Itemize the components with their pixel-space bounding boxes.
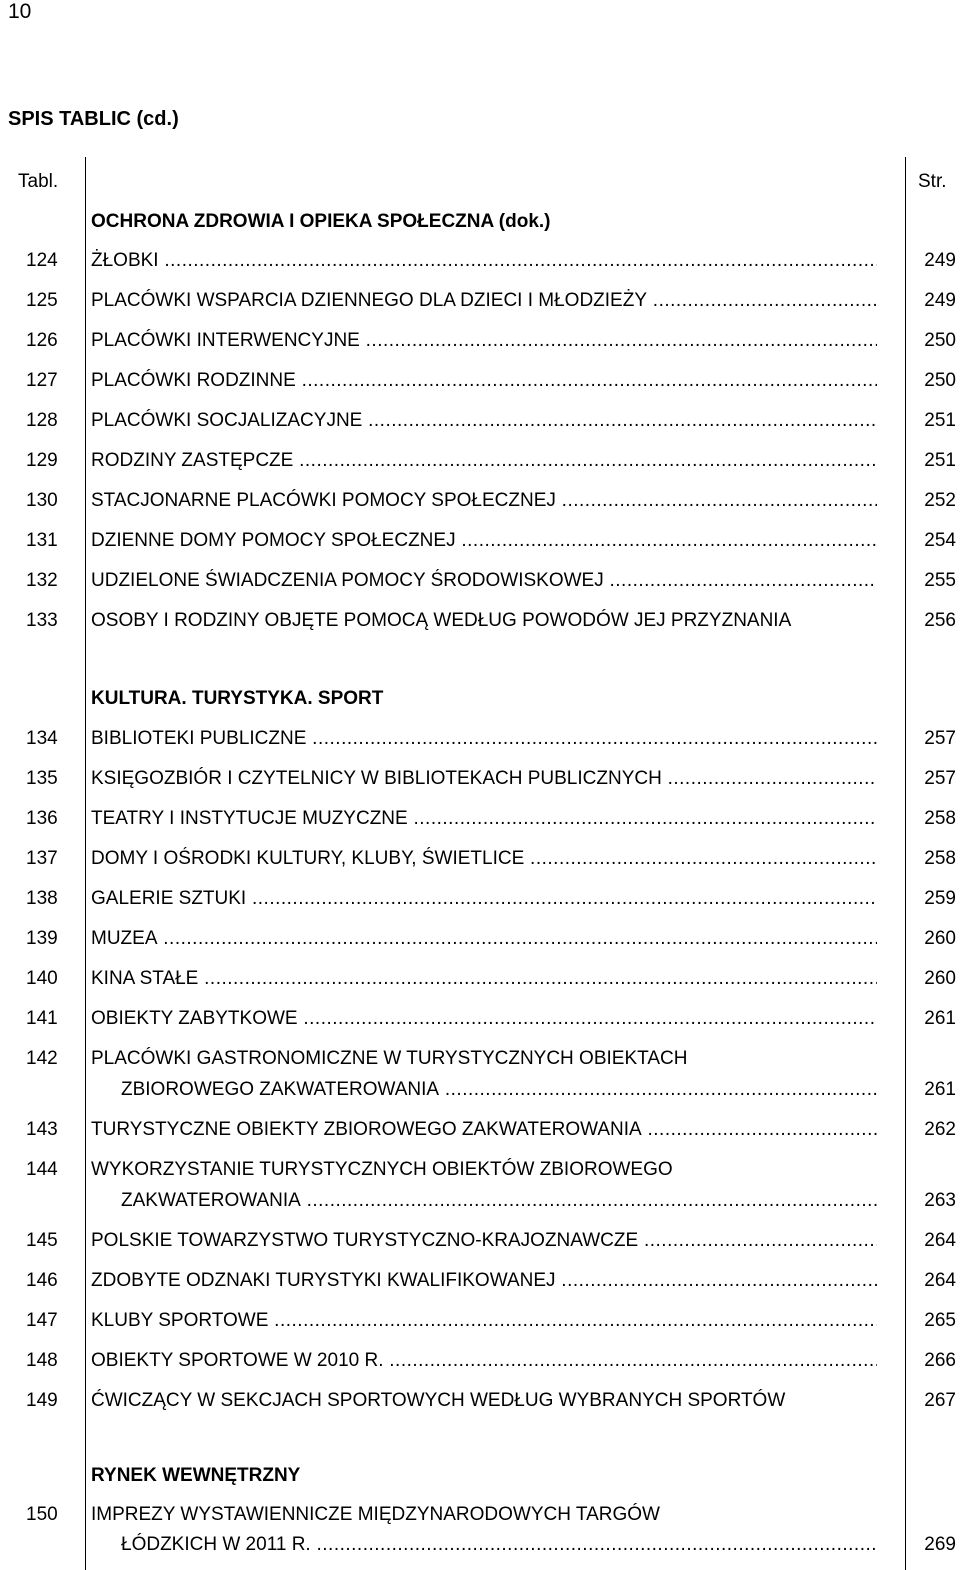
entry-title: OBIEKTY SPORTOWE W 2010 R. ..... bbox=[91, 1349, 877, 1373]
entry-page: 249 bbox=[924, 290, 956, 311]
entry-page: 258 bbox=[924, 848, 956, 869]
entry-page: 260 bbox=[924, 968, 956, 989]
toc-entry[interactable] bbox=[0, 369, 960, 393]
entry-page: 252 bbox=[924, 490, 956, 511]
toc-entry[interactable] bbox=[0, 249, 960, 273]
entry-number: 136 bbox=[26, 808, 58, 829]
entry-page: 261 bbox=[924, 1008, 956, 1029]
toc-entry[interactable] bbox=[0, 1503, 960, 1527]
entry-title: PLACÓWKI INTERWENCYJNE ..... bbox=[91, 329, 877, 353]
section-heading-market: RYNEK WEWNĘTRZNY bbox=[91, 1465, 301, 1486]
entry-number: 134 bbox=[26, 728, 58, 749]
entry-page: 257 bbox=[924, 728, 956, 749]
entry-title: OBIEKTY ZABYTKOWE ..... bbox=[91, 1007, 877, 1031]
entry-page: 264 bbox=[924, 1270, 956, 1291]
entry-title: DZIENNE DOMY POMOCY SPOŁECZNEJ ..... bbox=[91, 529, 877, 553]
toc-entry[interactable] bbox=[0, 887, 960, 911]
toc-entry[interactable] bbox=[0, 569, 960, 593]
entry-number: 138 bbox=[26, 888, 58, 909]
toc-entry[interactable] bbox=[0, 289, 960, 313]
column-header-table: Tabl. bbox=[18, 171, 59, 192]
toc-entry[interactable] bbox=[0, 927, 960, 951]
entry-page: 250 bbox=[924, 330, 956, 351]
entry-page: 261 bbox=[924, 1079, 956, 1100]
toc-entry[interactable] bbox=[0, 1389, 960, 1413]
toc-entry[interactable] bbox=[0, 1118, 960, 1142]
toc-entry-continuation[interactable] bbox=[0, 1189, 960, 1213]
entry-title: GALERIE SZTUKI ..... bbox=[91, 887, 877, 911]
entry-page: 263 bbox=[924, 1190, 956, 1211]
entry-number: 124 bbox=[26, 250, 58, 271]
entry-number: 132 bbox=[26, 570, 58, 591]
entry-page: 259 bbox=[924, 888, 956, 909]
entry-title: KINA STAŁE ..... bbox=[91, 967, 877, 991]
toc-entry[interactable] bbox=[0, 1229, 960, 1253]
entry-number: 143 bbox=[26, 1119, 58, 1140]
entry-page: 250 bbox=[924, 370, 956, 391]
entry-number: 127 bbox=[26, 370, 58, 391]
toc-entry[interactable] bbox=[0, 767, 960, 791]
entry-page: 258 bbox=[924, 808, 956, 829]
entry-page: 269 bbox=[924, 1534, 956, 1555]
entry-number: 128 bbox=[26, 410, 58, 431]
entry-title: BIBLIOTEKI PUBLICZNE ..... bbox=[91, 727, 877, 751]
entry-number: 125 bbox=[26, 290, 58, 311]
entry-title: MUZEA ..... bbox=[91, 927, 877, 951]
entry-number: 142 bbox=[26, 1048, 58, 1069]
toc-entry[interactable] bbox=[0, 489, 960, 513]
toc-entry[interactable] bbox=[0, 727, 960, 751]
entry-title: PLACÓWKI SOCJALIZACYJNE ..... bbox=[91, 409, 877, 433]
entry-number: 145 bbox=[26, 1230, 58, 1251]
toc-entry[interactable] bbox=[0, 1349, 960, 1373]
entry-page: 255 bbox=[924, 570, 956, 591]
toc-entry[interactable] bbox=[0, 449, 960, 473]
entry-page: 267 bbox=[924, 1390, 956, 1411]
entry-page: 249 bbox=[924, 250, 956, 271]
column-header-page: Str. bbox=[918, 171, 947, 192]
entry-page: 260 bbox=[924, 928, 956, 949]
entry-number: 131 bbox=[26, 530, 58, 551]
entry-page: 266 bbox=[924, 1350, 956, 1371]
entry-title: PLACÓWKI GASTRONOMICZNE W TURYSTYCZNYCH OBIEKTACH bbox=[91, 1048, 688, 1069]
entry-number: 148 bbox=[26, 1350, 58, 1371]
toc-entry[interactable] bbox=[0, 1269, 960, 1293]
entry-number: 126 bbox=[26, 330, 58, 351]
toc-entry[interactable] bbox=[0, 609, 960, 633]
toc-entry[interactable] bbox=[0, 847, 960, 871]
entry-title: UDZIELONE ŚWIADCZENIA POMOCY ŚRODOWISKOWEJ ..... bbox=[91, 569, 877, 593]
entry-title: PLACÓWKI WSPARCIA DZIENNEGO DLA DZIECI I MŁODZIEŻY ..... bbox=[91, 289, 877, 313]
section-heading-health: OCHRONA ZDROWIA I OPIEKA SPOŁECZNA (dok.) bbox=[91, 211, 551, 232]
toc-entry[interactable] bbox=[0, 1007, 960, 1031]
entry-number: 137 bbox=[26, 848, 58, 869]
entry-number: 130 bbox=[26, 490, 58, 511]
entry-page: 254 bbox=[924, 530, 956, 551]
entry-number: 141 bbox=[26, 1008, 58, 1029]
entry-title: IMPREZY WYSTAWIENNICZE MIĘDZYNARODOWYCH TARGÓW bbox=[91, 1504, 660, 1525]
entry-title: KSIĘGOZBIÓR I CZYTELNICY W BIBLIOTEKACH PUBLICZNYCH ..... bbox=[91, 767, 877, 791]
entry-title-continued: ZBIOROWEGO ZAKWATEROWANIA ..... bbox=[121, 1078, 877, 1102]
entry-title: KLUBY SPORTOWE ..... bbox=[91, 1309, 877, 1333]
toc-entry[interactable] bbox=[0, 529, 960, 553]
entry-number: 135 bbox=[26, 768, 58, 789]
toc-entry[interactable] bbox=[0, 329, 960, 353]
entry-title: POLSKIE TOWARZYSTWO TURYSTYCZNO-KRAJOZNAWCZE ..... bbox=[91, 1229, 877, 1253]
toc-entry-continuation[interactable] bbox=[0, 1533, 960, 1557]
entry-title: ŻŁOBKI ..... bbox=[91, 249, 877, 273]
toc-entry[interactable] bbox=[0, 409, 960, 433]
entry-title: TURYSTYCZNE OBIEKTY ZBIOROWEGO ZAKWATEROWANIA ..... bbox=[91, 1118, 877, 1142]
entry-title: STACJONARNE PLACÓWKI POMOCY SPOŁECZNEJ ..... bbox=[91, 489, 877, 513]
entry-title: RODZINY ZASTĘPCZE ..... bbox=[91, 449, 877, 473]
entry-title: TEATRY I INSTYTUCJE MUZYCZNE ..... bbox=[91, 807, 877, 831]
entry-number: 133 bbox=[26, 610, 58, 631]
entry-title: ZDOBYTE ODZNAKI TURYSTYKI KWALIFIKOWANEJ ..... bbox=[91, 1269, 877, 1293]
entry-page: 264 bbox=[924, 1230, 956, 1251]
entry-number: 149 bbox=[26, 1390, 58, 1411]
entry-number: 146 bbox=[26, 1270, 58, 1291]
toc-entry[interactable] bbox=[0, 967, 960, 991]
entry-page: 251 bbox=[924, 450, 956, 471]
entry-title-continued: ŁÓDZKICH W 2011 R. ..... bbox=[121, 1533, 877, 1557]
section-heading-culture: KULTURA. TURYSTYKA. SPORT bbox=[91, 688, 384, 709]
entry-title: ĆWICZĄCY W SEKCJACH SPORTOWYCH WEDŁUG WYBRANYCH SPORTÓW bbox=[91, 1390, 786, 1411]
entry-title: DOMY I OŚRODKI KULTURY, KLUBY, ŚWIETLICE ..... bbox=[91, 847, 877, 871]
entry-number: 147 bbox=[26, 1310, 58, 1331]
entry-title: OSOBY I RODZINY OBJĘTE POMOCĄ WEDŁUG POWODÓW JEJ PRZYZNANIA bbox=[91, 610, 792, 631]
toc-entry[interactable] bbox=[0, 1158, 960, 1182]
entry-number: 140 bbox=[26, 968, 58, 989]
entry-page: 256 bbox=[924, 610, 956, 631]
entry-title-continued: ZAKWATEROWANIA ..... bbox=[121, 1189, 877, 1213]
entry-number: 144 bbox=[26, 1159, 58, 1180]
toc-entry[interactable] bbox=[0, 1309, 960, 1333]
toc-entry[interactable] bbox=[0, 807, 960, 831]
entry-page: 262 bbox=[924, 1119, 956, 1140]
entry-number: 150 bbox=[26, 1504, 58, 1525]
entry-page: 257 bbox=[924, 768, 956, 789]
entry-title: WYKORZYSTANIE TURYSTYCZNYCH OBIEKTÓW ZBIOROWEGO bbox=[91, 1159, 673, 1180]
entry-page: 251 bbox=[924, 410, 956, 431]
page-title: SPIS TABLIC (cd.) bbox=[8, 108, 179, 130]
page-number: 10 bbox=[8, 0, 32, 23]
entry-title: PLACÓWKI RODZINNE ..... bbox=[91, 369, 877, 393]
toc-entry[interactable] bbox=[0, 1047, 960, 1071]
entry-number: 129 bbox=[26, 450, 58, 471]
entry-number: 139 bbox=[26, 928, 58, 949]
toc-entry-continuation[interactable] bbox=[0, 1078, 960, 1102]
entry-page: 265 bbox=[924, 1310, 956, 1331]
